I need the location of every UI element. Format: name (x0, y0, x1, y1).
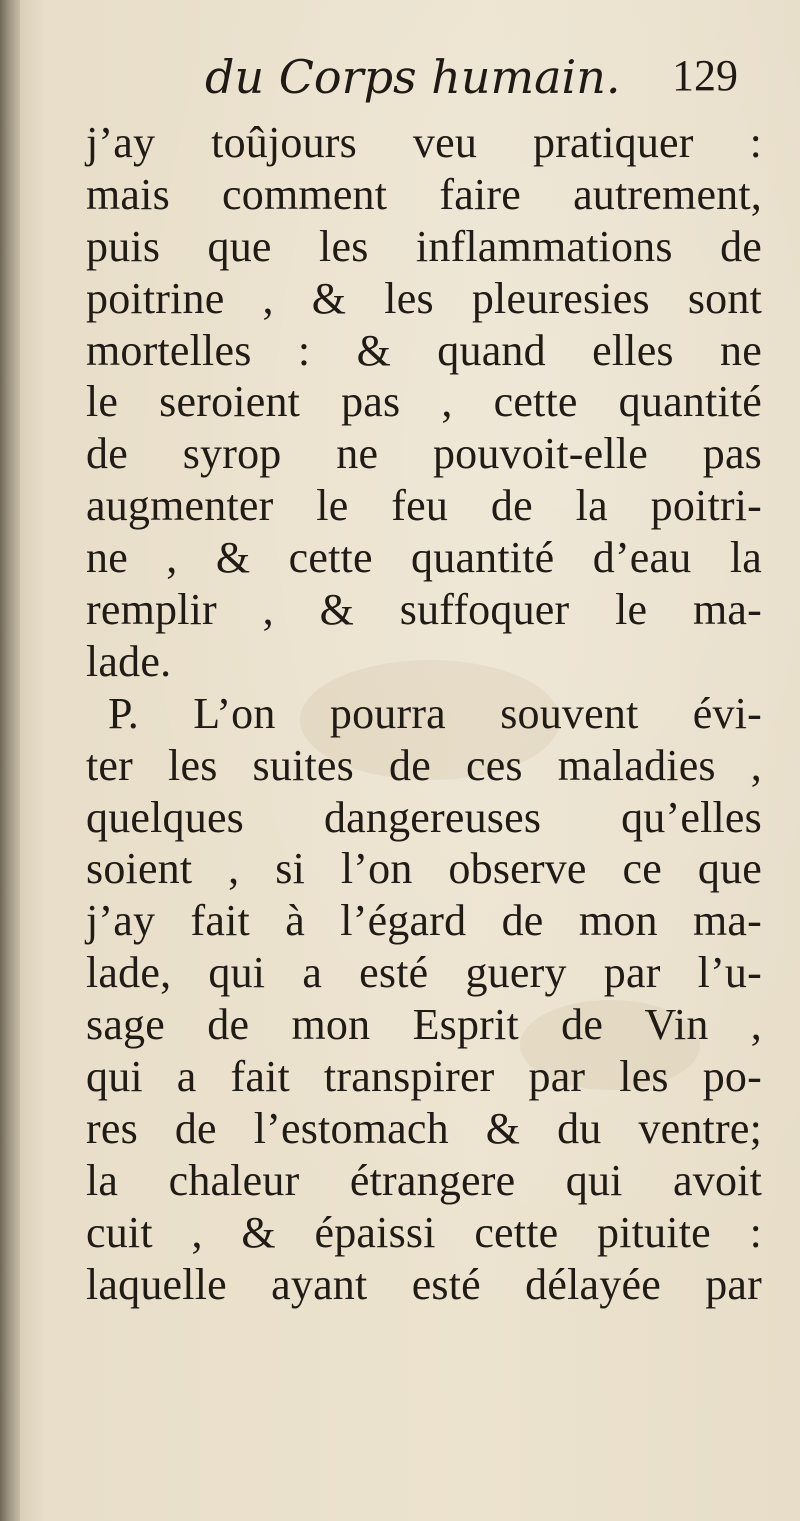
page-header (0, 50, 800, 120)
text-line: poitrine , & les pleuresies sont (86, 273, 762, 323)
text-line: P. L’on pourra souvent évi- (108, 688, 762, 738)
text-line: augmenter le feu de la poitri- (86, 481, 762, 531)
text-line: lade. (86, 636, 172, 686)
text-line: la chaleur étrangere qui avoit (86, 1155, 762, 1205)
text-line: j’ay fait à l’égard de mon ma- (86, 896, 762, 946)
body-text (86, 117, 762, 1310)
text-line: puis que les inflammations de (86, 221, 762, 271)
book-spine-shadow (0, 0, 20, 1521)
text-line: res de l’estomach & du ventre; (86, 1103, 762, 1153)
text-line: remplir , & suffoquer le ma- (86, 585, 762, 635)
text-line: qui a fait transpirer par les po- (86, 1052, 762, 1102)
text-line: lade, qui a esté guery par l’u- (86, 948, 762, 998)
text-line: ter les suites de ces maladies , (86, 740, 762, 790)
text-line: laquelle ayant esté délayée par (86, 1259, 762, 1309)
text-line: sage de mon Esprit de Vin , (86, 1000, 762, 1050)
text-line: de syrop ne pouvoit-elle pas (86, 429, 762, 479)
text-line: ne , & cette quantité d’eau la (86, 533, 762, 583)
running-head: du Corps humain. (205, 50, 621, 104)
text-line: le seroient pas , cette quantité (86, 377, 762, 427)
page-number: 129 (672, 51, 738, 100)
text-line: quelques dangereuses qu’elles (86, 792, 762, 842)
text-line: soient , si l’on observe ce que (86, 844, 762, 894)
text-line: cuit , & épaissi cette pituite : (86, 1207, 762, 1257)
text-line: j’ay toûjours veu pratiquer : (86, 118, 762, 167)
text-line: mais comment faire autrement, (86, 169, 762, 219)
text-line: mortelles : & quand elles ne (86, 325, 762, 375)
